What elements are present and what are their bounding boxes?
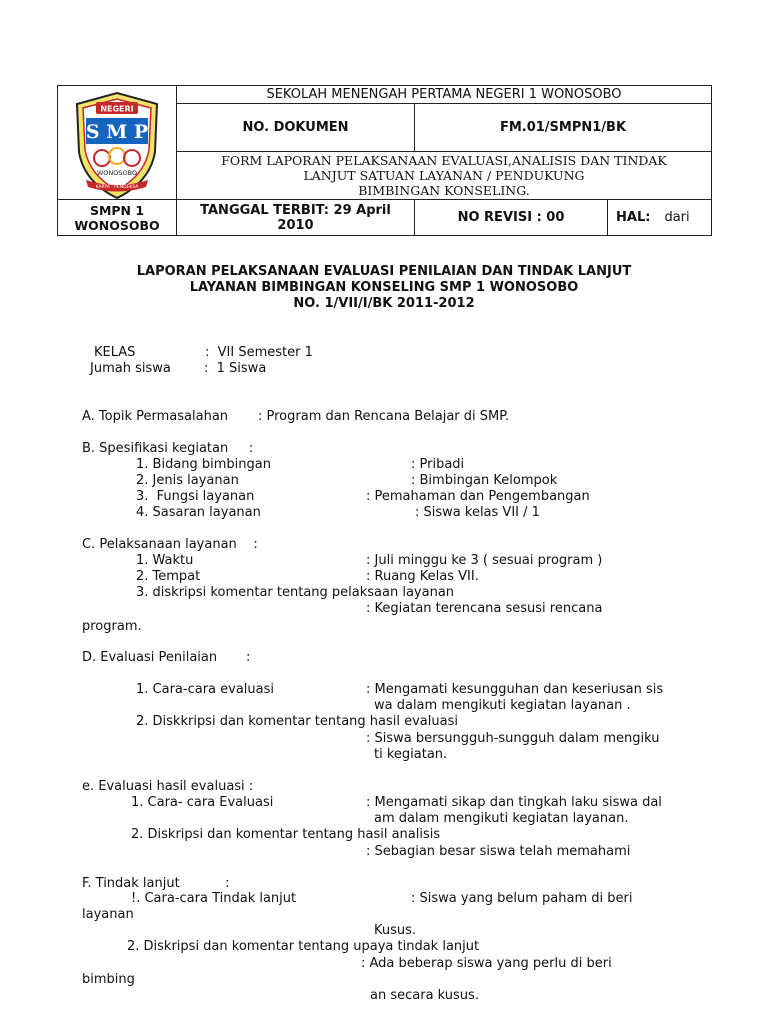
section-f-cara-cont-2: Kusus. bbox=[374, 923, 417, 938]
section-c-tempat-label: 2. Tempat bbox=[136, 569, 201, 584]
section-b-item-4-value: : Siswa kelas VII / 1 bbox=[415, 505, 540, 520]
section-e-desc-label: 2. Diskripsi dan komentar tentang hasil analisis bbox=[131, 827, 441, 842]
doc-label: NO. DOKUMEN bbox=[242, 120, 349, 135]
section-f-cara-label: !. Cara-cara Tindak lanjut bbox=[131, 891, 297, 906]
section-b-item-3-label: 3. Fungsi layanan bbox=[136, 489, 255, 504]
form-title-line-3: BIMBINGAN KONSELING. bbox=[358, 183, 530, 198]
revisi-value: NO REVISI : 00 bbox=[457, 210, 565, 225]
section-b-item-3-value: : Pemahaman dan Pengembangan bbox=[366, 489, 590, 504]
hal-value: dari bbox=[664, 210, 690, 225]
section-c-tempat-value: : Ruang Kelas VII. bbox=[366, 569, 479, 584]
section-d-desc-label: 2. Diskkripsi dan komentar tentang hasil evaluasi bbox=[136, 714, 458, 729]
revisi-cell bbox=[415, 200, 608, 235]
section-d-cara-label: 1. Cara-cara evaluasi bbox=[136, 682, 274, 697]
siswa-value: : 1 Siswa bbox=[204, 361, 267, 376]
section-f-cara-value: : Siswa yang belum paham di beri bbox=[411, 891, 633, 906]
doc-label-cell bbox=[177, 104, 415, 152]
svg-text:KARYA · PENDEKSA: KARYA · PENDEKSA bbox=[95, 185, 139, 190]
school-logo-icon bbox=[72, 90, 162, 202]
section-f-desc-value: : Ada beberap siswa yang perlu di beri bbox=[361, 956, 612, 971]
form-title-cell bbox=[177, 152, 711, 200]
section-f-desc-cont-2: an secara kusus. bbox=[370, 988, 479, 1003]
section-f-desc-label: 2. Diskripsi dan komentar tentang upaya tindak lanjut bbox=[127, 939, 480, 954]
section-e-label: e. Evaluasi hasil evaluasi : bbox=[82, 779, 254, 794]
doc-value: FM.01/SMPN1/BK bbox=[499, 120, 627, 135]
section-b-label: B. Spesifikasi kegiatan : bbox=[82, 441, 254, 456]
section-b-item-2-label: 2. Jenis layanan bbox=[136, 473, 239, 488]
report-title-line-1: LAPORAN PELAKSANAAN EVALUASI PENILAIAN DAN TINDAK LANJUT bbox=[136, 264, 632, 279]
report-title bbox=[0, 264, 768, 312]
document-header-table bbox=[57, 85, 712, 236]
section-e-cara-value-2: am dalam mengikuti kegiatan layanan. bbox=[374, 811, 629, 826]
section-c-desc-value: : Kegiatan terencana sesusi rencana bbox=[366, 601, 603, 616]
section-c-desc-label: 3. diskripsi komentar tentang pelaksaan layanan bbox=[136, 585, 455, 600]
school-name: SEKOLAH MENENGAH PERTAMA NEGERI 1 WONOSOBO bbox=[266, 87, 622, 102]
section-b-item-1-label: 1. Bidang bimbingan bbox=[136, 457, 271, 472]
section-c-label: C. Pelaksanaan layanan : bbox=[82, 537, 258, 552]
section-f-cara-cont: layanan bbox=[82, 907, 134, 922]
section-d-label: D. Evaluasi Penilaian : bbox=[82, 650, 251, 665]
section-c-waktu-value: : Juli minggu ke 3 ( sesuai program ) bbox=[366, 553, 603, 568]
section-e-cara-label: 1. Cara- cara Evaluasi bbox=[131, 795, 274, 810]
kelas-label: KELAS bbox=[94, 345, 136, 360]
section-e-cara-value-1: : Mengamati sikap dan tingkah laku siswa dal bbox=[366, 795, 662, 810]
form-title-line-2: LANJUT SATUAN LAYANAN / PENDUKUNG bbox=[303, 168, 585, 183]
hal-cell bbox=[608, 200, 711, 235]
report-title-line-3: NO. 1/VII/I/BK 2011-2012 bbox=[293, 296, 475, 311]
section-b-item-1-value: : Pribadi bbox=[411, 457, 465, 472]
section-f-desc-cont: bimbing bbox=[82, 972, 135, 987]
school-short-line-2: WONOSOBO bbox=[74, 217, 160, 233]
hal-label: HAL: bbox=[616, 210, 651, 225]
section-f-label: F. Tindak lanjut : bbox=[82, 876, 230, 891]
section-d-cara-value-2: wa dalam mengikuti kegiatan layanan . bbox=[374, 698, 631, 713]
kelas-value: : VII Semester 1 bbox=[205, 345, 313, 360]
report-title-line-2: LAYANAN BIMBINGAN KONSELING SMP 1 WONOSOBO bbox=[189, 280, 579, 295]
tanggal-terbit-cell bbox=[177, 200, 415, 235]
section-d-desc-value-1: : Siswa bersungguh-sungguh dalam mengiku bbox=[366, 731, 660, 746]
section-b-item-2-value: : Bimbingan Kelompok bbox=[411, 473, 558, 488]
section-b-item-4-label: 4. Sasaran layanan bbox=[136, 505, 261, 520]
doc-value-cell bbox=[415, 104, 711, 152]
section-d-cara-value-1: : Mengamati kesungguhan dan keseriusan sis bbox=[366, 682, 664, 697]
school-short-name-cell bbox=[58, 199, 177, 235]
section-e-desc-value: : Sebagian besar siswa telah memahami bbox=[366, 844, 631, 859]
section-a-value: : Program dan Rencana Belajar di SMP. bbox=[258, 409, 510, 424]
section-c-desc-cont: program. bbox=[82, 619, 142, 634]
siswa-label: Jumah siswa bbox=[90, 361, 171, 376]
form-title-line-1: FORM LAPORAN PELAKSANAAN EVALUASI,ANALISIS DAN TINDAK bbox=[221, 153, 667, 168]
tanggal-terbit-line-1: TANGGAL TERBIT: 29 April bbox=[200, 202, 391, 218]
school-short-line-1: SMPN 1 bbox=[89, 202, 145, 218]
section-c-waktu-label: 1. Waktu bbox=[136, 553, 194, 568]
svg-text:WONOSOBO: WONOSOBO bbox=[96, 169, 138, 177]
section-a-label: A. Topik Permasalahan bbox=[82, 409, 229, 424]
svg-text:NEGERI: NEGERI bbox=[100, 104, 134, 114]
tanggal-terbit-line-2: 2010 bbox=[277, 217, 314, 233]
school-name-cell bbox=[177, 86, 711, 104]
svg-text:S M P: S M P bbox=[85, 121, 149, 143]
section-d-desc-value-2: ti kegiatan. bbox=[374, 747, 448, 762]
